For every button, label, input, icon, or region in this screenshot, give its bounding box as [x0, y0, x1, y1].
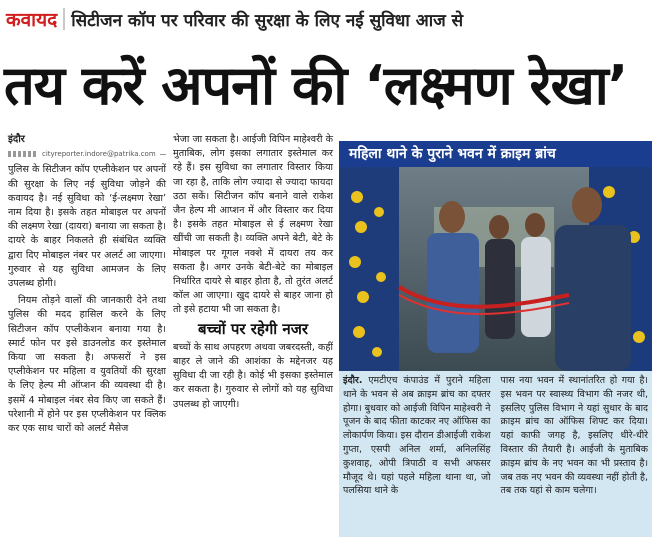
section-subhead: बच्चों पर रहेगी नजर — [198, 319, 308, 338]
caption-left — [343, 374, 491, 498]
kicker-bar — [6, 4, 651, 34]
kicker-subheadline: सिटीजन कॉप पर परिवार की सुरक्षा के लिए नई सुविधा आज से — [71, 10, 464, 31]
article-paragraph: बच्चों के साथ अपहरण अथवा जबरदस्ती, कहीं बाहर ले जाने की आशंका के मद्देनजर यह सुविधा दी जा रही है। कोई भी इसका इस्तेमाल कर सकता है। गुरुवार से लोगों को यह सुविधा उपलब्ध हो जाएगी। — [173, 341, 333, 410]
caption-text-right: पास नया भवन में स्थानांतरित हो गया है। इस भवन पर स्वास्थ्य विभाग की नजर थी, इसलिए पुलिस विभाग ने यहां सुधार के बाद क्राइम ब्रांच का ऑफिस शिफ्ट कर दिया। यहां काफी जगह है, इसलिए धीरे-धीरे विस्तार की तैयारी है। आईजी के मुताबिक क्राइम ब्रांच के नए भवन का भी प्रस्ताव है। जब तक नए भवन की व्यवस्था नहीं होती है, तब तक यहां से काम चलेगा। — [500, 375, 648, 497]
byline-email: cityreporter.indore@patrika.com — [42, 150, 156, 159]
dateline-place: इंदौर — [8, 134, 25, 145]
kicker-divider — [63, 8, 65, 30]
byline-dots — [8, 151, 38, 157]
article-paragraph: नियम तोड़ने वालों की जानकारी देने तथा पुलिस की मदद हासिल करने के लिए सिटीजन कॉप एप्लीकेशन बनाया गया है। स्मार्ट फोन पर इसे डाउनलोड कर इस्तेमाल किया जा सकता है। अफसरों ने इस एप्लीकेशन पर महिला व युवतियों की सुरक्षा के लिए हेल्प मी ऑप्शन की व्यवस्था दी है। इसमें 4 मोबाइल नंबर सेव किए जा सकते हैं। परेशानी में होने पर इस एप्लीकेशन पर क्लिक कर एक साथ चारों को अलर्ट मैसेज — [8, 295, 166, 435]
article-paragraph: पुलिस के सिटीजन कॉप एप्लीकेशन पर अपनों की सुरक्षा के लिए नई सुविधा जोड़ने की कवायद है। नई सुविधा को ‘ई-लक्ष्मण रेखा’ नाम दिया है। इसके तहत मोबाइल पर अपनों की लक्ष्मण रेखा (दायरा) बनाया जा सकता है। दायरे के बाहर निकलते ही संबंधित व्यक्ति द्वारा दिए मोबाइल नंबर पर अलर्ट आ जाएगा। गुरुवार से यह सुविधा आमजन के लिए उपलब्ध होगी। — [8, 164, 166, 290]
kicker-tag: कवायद — [6, 9, 58, 31]
article-column-1 — [8, 133, 166, 439]
photo-caption — [339, 371, 652, 537]
caption-right — [501, 374, 649, 498]
article-paragraph: भेजा जा सकता है। आईजी विपिन माहेश्वरी के मुताबिक, लोग इसका लगातार इस्तेमाल कर रहे हैं। इस सुविधा का लगातार विस्तार किया जा रहा है, ताकि लोग ज्यादा से ज्यादा फायदा उठा सकें। सिटीजन कॉप बनाने वाले राकेश जैन हेल्प मी आप्शन में और विस्तार कर दिया है। इसके तहत मोबाइल से ई लक्ष्मण रेखा खींची जा सकती है। व्यक्ति अपने बेटी, बेटे के मोबाइल पर गूगल नक्शे में दायरा तय कर सकता है। अगर उनके बेटी-बेटे का मोबाइल निर्धारित दायरे से बाहर होता है, तो तुरंत अलर्ट कॉल आ जाएगा। खुद दायरे से बाहर जाना हो तो इसे हटाया भी जा सकता है। — [173, 134, 333, 316]
photo-block — [339, 133, 652, 371]
byline — [8, 147, 166, 161]
article-column-2 — [173, 133, 333, 415]
inauguration-photo — [339, 167, 652, 371]
photo-title: महिला थाने के पुराने भवन में क्राइम ब्रांच — [339, 141, 652, 167]
caption-place: इंदौर. — [343, 375, 363, 386]
byline-rule — [160, 154, 166, 155]
headline: तय करें अपनों की ‘लक्ष्मण रेखा’ — [4, 54, 628, 117]
caption-text-left: एमटीएच कंपाउंड में पुराने महिला थाने के भवन से अब क्राइम ब्रांच का दफ्तर होगा। बुधवार को आईजी विपिन माहेश्वरी ने पूजन के बाद फीता काटकर नए ऑफिस का लोकार्पण किया। इस दौरान डीआईजी राकेश गुप्ता, एसपी अनिल शर्मा, अनिलसिंह कुशवाह, ओपी त्रिपाठी व सभी अफसर मौजूद थे। यहां पहले महिला थाना था, जो पलसिया थाने के — [343, 375, 491, 497]
